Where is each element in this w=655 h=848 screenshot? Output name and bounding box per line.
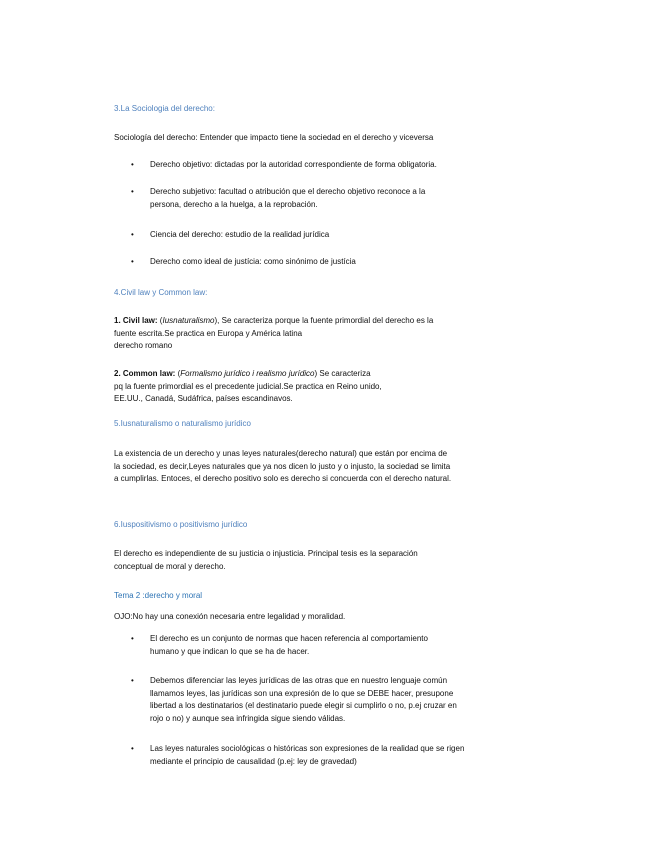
- bullet-icon: •: [131, 634, 134, 643]
- common-law-italic: Formalismo jurídico i realismo jurídico: [180, 369, 315, 378]
- paragraph-iusnaturalismo: [114, 448, 451, 486]
- list-item-text: rojo o no) y aunque sea infringida sigue siendo válidas.: [150, 713, 346, 723]
- paragraph-civil-law: [114, 315, 433, 353]
- bullet-icon: •: [131, 744, 134, 753]
- civil-law-line2: fuente escrita.Se practica en Europa y América latina: [114, 328, 303, 338]
- list-item-text: Debemos diferenciar las leyes jurídicas de las otras que en nuestro lenguaje común: [150, 676, 448, 685]
- paragraph-iuspositivismo: [114, 548, 418, 573]
- civil-law-rest: ), Se caracteriza porque la fuente primordial del derecho es la: [214, 316, 434, 325]
- heading-iusnaturalismo: 5.Iusnaturalismo o naturalismo jurídico: [114, 419, 251, 428]
- bullet-icon: •: [131, 187, 134, 196]
- list-item-text: Derecho objetivo: dictadas por la autoridad correspondiente de forma obligatoria.: [150, 160, 437, 169]
- list-item-text: persona, derecho a la huelga, a la reprobación.: [150, 199, 318, 209]
- common-law-rest: ) Se caracteriza: [314, 369, 371, 378]
- list-item-text: Las leyes naturales sociológicas o históricas son expresiones de la realidad que se rigen: [150, 744, 465, 753]
- paragraph-line: la sociedad, es decir,Leyes naturales que ya nos dicen lo justo y o injusto, la sociedad se limita: [114, 461, 451, 471]
- list-item-text: El derecho es un conjunto de normas que hacen referencia al comportamiento: [150, 634, 428, 643]
- heading-iuspositivismo: 6.Iuspositivismo o positivismo jurídico: [114, 520, 248, 529]
- list-item-text: Derecho subjetivo: facultad o atribución que el derecho objetivo reconoce a la: [150, 187, 426, 196]
- bullet-icon: •: [131, 230, 134, 239]
- paragraph-line: conceptual de moral y derecho.: [114, 561, 226, 571]
- common-law-label: 2. Common law:: [114, 369, 176, 378]
- paragraph-ojo: OJO:No hay una conexión necesaria entre legalidad y moralidad.: [114, 612, 346, 621]
- paragraph-common-law: [114, 368, 382, 406]
- list-item-text: Ciencia del derecho: estudio de la realidad jurídica: [150, 230, 330, 239]
- list-item-text: libertad a los destinatarios (el destinatario puede elegir si cumplirlo o no, p.ej cruzar en: [150, 701, 457, 710]
- civil-law-line3: derecho romano: [114, 341, 173, 350]
- paren-open: (: [175, 369, 181, 378]
- common-law-line3: EE.UU., Canadá, Sudáfrica, países escandinavos.: [114, 394, 293, 403]
- bullet-icon: •: [131, 676, 134, 685]
- list-item-text: Derecho como ideal de justícia: como sinónimo de justícia: [150, 257, 356, 266]
- paragraph-line: a cumplirlas. Entoces, el derecho positivo solo es derecho si concuerda con el derecho natural.: [114, 474, 452, 483]
- paragraph-line: El derecho es independiente de su justicia o injusticia. Principal tesis es la separación: [114, 549, 418, 558]
- heading-sociologia: 3.La Sociologia del derecho:: [114, 104, 215, 113]
- civil-law-italic: Iusnaturalismo: [162, 316, 215, 325]
- civil-law-label: 1. Civil law:: [114, 316, 158, 325]
- list-item-text: humano y que indican lo que se ha de hacer.: [150, 646, 310, 656]
- paragraph-sociologia: Sociología del derecho: Entender que impacto tiene la sociedad en el derecho y viceversa: [114, 133, 434, 142]
- heading-tema-2: Tema 2 :derecho y moral: [114, 591, 203, 600]
- common-law-line2: pq la fuente primordial es el precedente judicial.Se practica en Reino unido,: [114, 381, 382, 391]
- paragraph-line: La existencia de un derecho y unas leyes naturales(derecho natural) que están por encima de: [114, 449, 448, 458]
- paren-open: (: [157, 316, 163, 325]
- bullet-icon: •: [131, 160, 134, 169]
- list-item-text: llamamos leyes, las jurídicas son una expresión de lo que se DEBE hacer, presupone: [150, 688, 454, 698]
- list-item-text: mediante el principio de causalidad (p.ej: ley de gravedad): [150, 756, 357, 766]
- heading-civil-law: 4.Civil law y Common law:: [114, 288, 208, 297]
- bullet-icon: •: [131, 257, 134, 266]
